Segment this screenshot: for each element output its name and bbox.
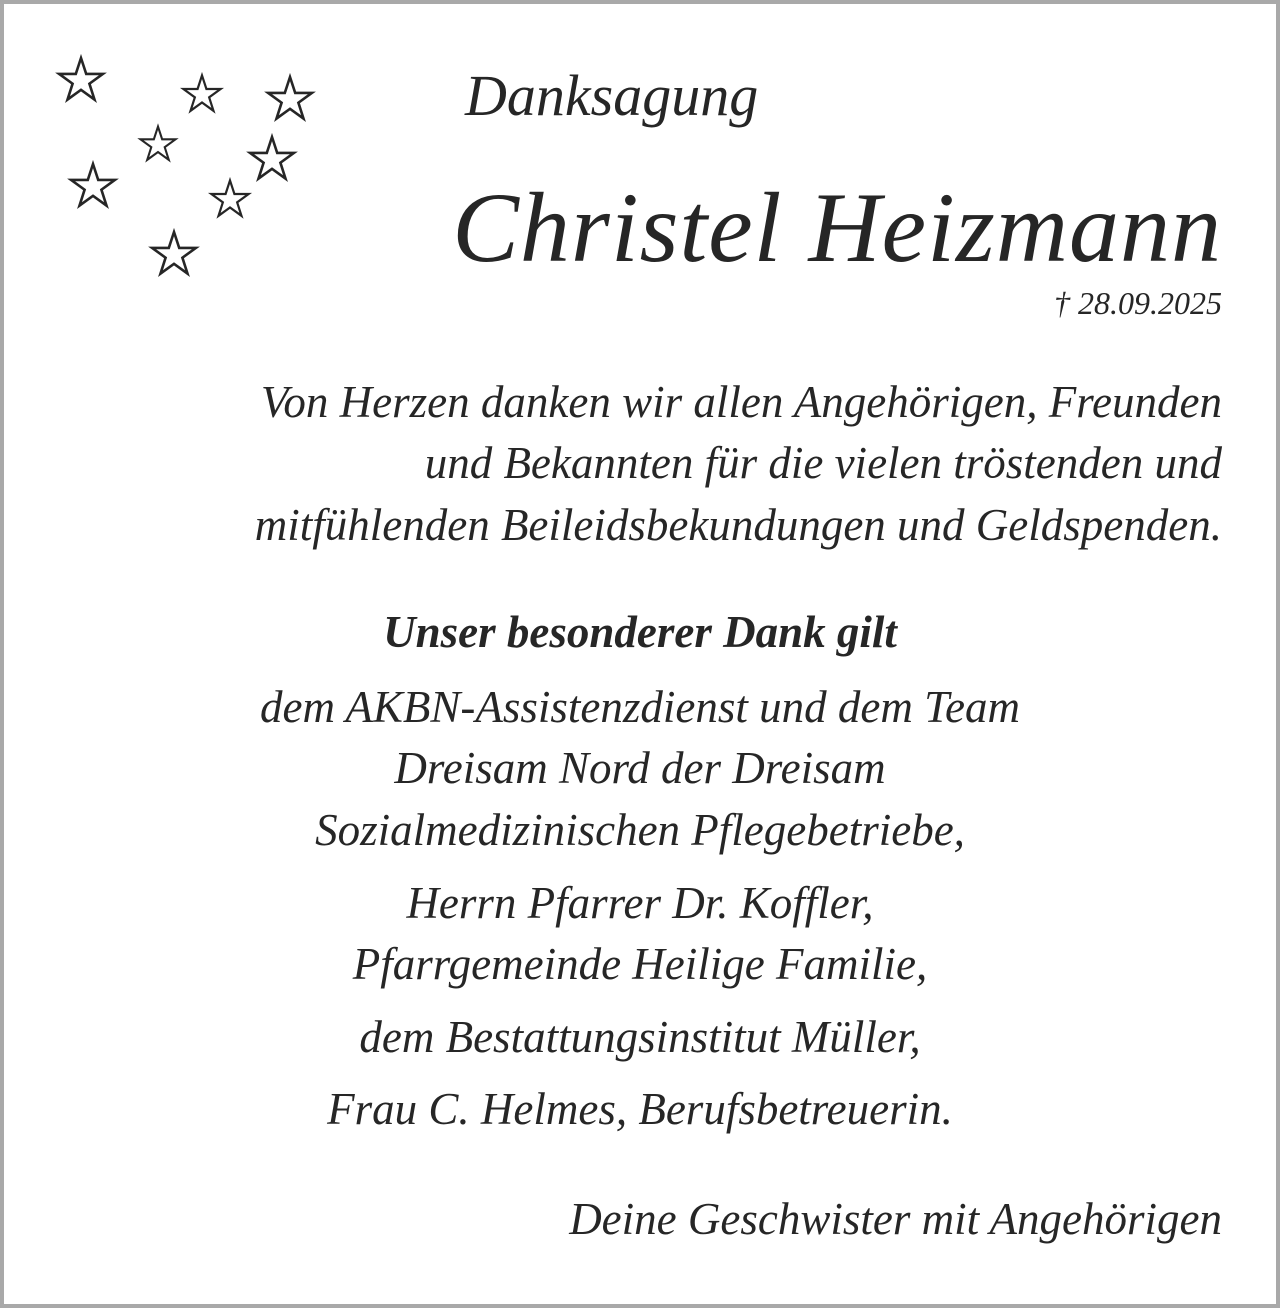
star-icon [140, 127, 175, 160]
special-thanks-line: Frau C. Helmes, Berufsbetreuerin. [327, 1084, 953, 1134]
intro-line: mitfühlenden Beileidsbekundungen und Geldspenden. [254, 500, 1222, 550]
stars-decoration [50, 45, 330, 295]
special-thanks-line: Herrn Pfarrer Dr. Koffler, [406, 878, 874, 928]
star-icon [152, 232, 196, 274]
star-icon [211, 180, 248, 215]
special-thanks-line: dem AKBN-Assistenzdienst und dem Team [260, 682, 1020, 732]
special-thanks-line: Pfarrgemeinde Heilige Familie, [352, 939, 928, 989]
special-thanks-line: Dreisam Nord der Dreisam [394, 743, 886, 793]
star-icon [59, 58, 103, 100]
intro-line: Von Herzen danken wir allen Angehörigen, Freunden [260, 377, 1222, 427]
star-icon [250, 137, 294, 179]
special-thanks-line: dem Bestattungsinstitut Müller, [359, 1012, 921, 1062]
special-thanks-heading: Unser besonderer Dank gilt [383, 607, 897, 657]
deceased-name: Christel Heizmann [452, 172, 1222, 283]
death-date: † 28.09.2025 [1054, 285, 1222, 321]
star-icon [71, 164, 115, 206]
signature: Deine Geschwister mit Angehörigen [569, 1194, 1222, 1244]
star-icon [268, 77, 312, 119]
special-thanks-line: Sozialmedizinischen Pflegebetriebe, [315, 805, 965, 855]
notice-heading: Danksagung [465, 63, 759, 128]
star-icon [183, 75, 220, 110]
intro-line: und Bekannten für die vielen tröstenden und [424, 438, 1222, 488]
